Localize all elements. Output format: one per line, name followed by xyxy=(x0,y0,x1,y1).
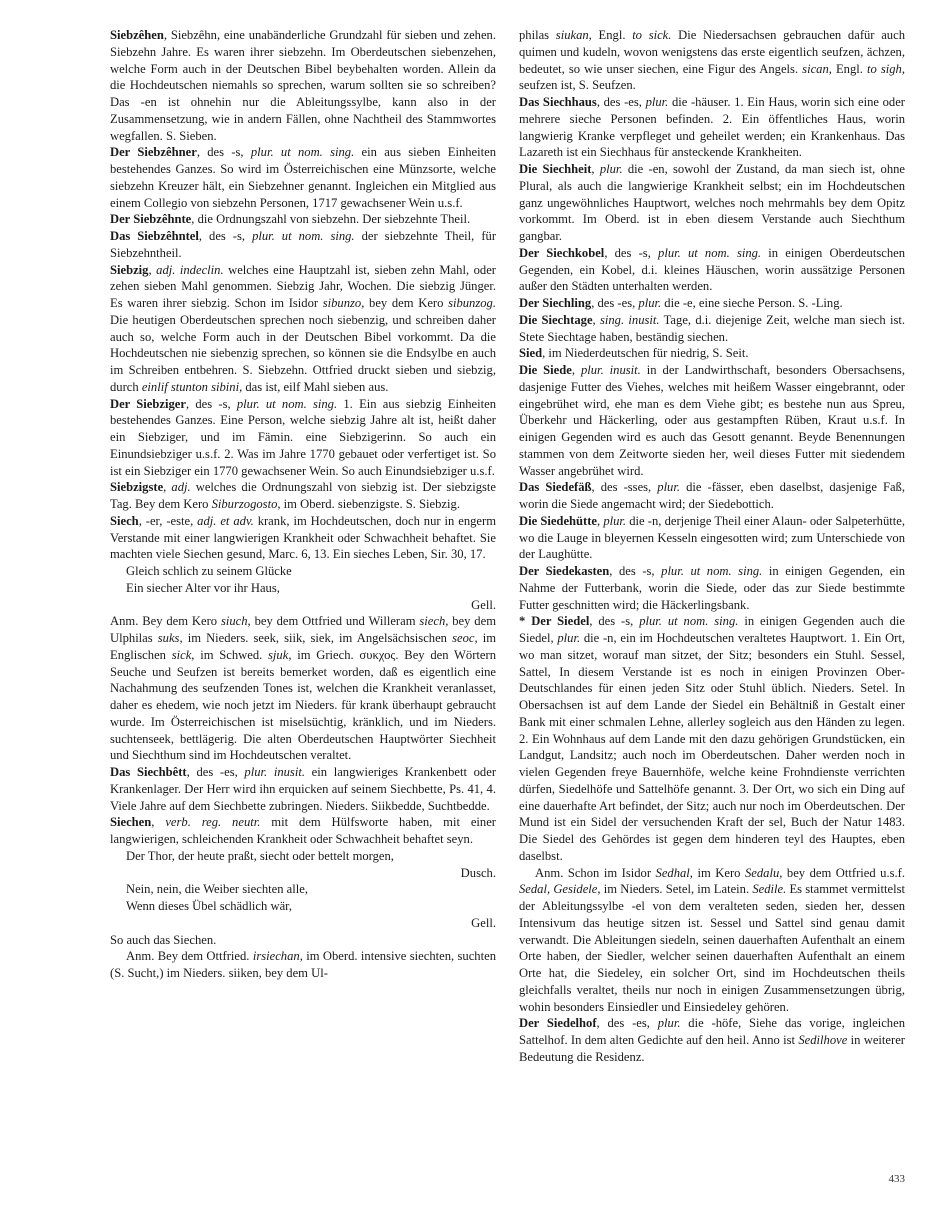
grammar-note: plur. ut nom. sing. xyxy=(658,245,762,260)
headword: Siech xyxy=(110,513,139,528)
entry-text: bey dem Kero xyxy=(364,296,449,310)
headword: Siechen xyxy=(110,815,152,830)
entry-text: Die Niedersachsen gebrauchen dafür auch quimen und kudeln, wovon wenigstens das erste eigentlich seufzen, ächzen, bedeutet, so wie unser siechen, eine Figur des Angels. xyxy=(519,28,905,76)
entry-text: die -höfe, Siehe das vorige, ingleichen Sattelhof. In dem alten Gedichte auf den heil. Anno ist xyxy=(519,1016,905,1047)
cited-form: Sedal, Gesidele, xyxy=(519,882,601,897)
entry-text: im Oberd. siebenzigste. S. Siebzig. xyxy=(280,497,460,511)
entry-text: , des -s, xyxy=(185,396,237,411)
verse-line: Nein, nein, die Weiber siechten alle, xyxy=(126,882,308,897)
cited-form: sibunzog. xyxy=(448,296,496,310)
entry-siebzehner xyxy=(110,144,496,211)
entry-text: in einigen Gegenden, ein Nahme der Futterbank, worin die Siede, oder das zur Siede bestimmte Futter geschnitten wird; die Häckerlingsbank. xyxy=(519,564,906,612)
grammar-note: plur. xyxy=(557,631,581,645)
entry-siedel xyxy=(519,613,905,864)
entry-siechling xyxy=(519,295,905,312)
entry-text: , -er, -este, xyxy=(138,513,198,528)
cited-form: Sedhal, xyxy=(655,865,693,880)
annotation xyxy=(110,948,496,982)
grammar-note: plur. ut nom. sing. xyxy=(639,614,739,629)
annotation-text: im Englischen xyxy=(110,631,496,662)
grammar-note: verb. reg. neutr. xyxy=(165,815,261,830)
headword: Sied xyxy=(519,346,543,361)
grammar-note: plur. inusit. xyxy=(244,765,305,779)
grammar-note: plur. ut nom. sing. xyxy=(252,229,355,243)
headword: Der Siebzêhner xyxy=(110,145,197,160)
page-number: 433 xyxy=(888,1173,905,1185)
entry-text: in einigen Gegenden auch die Siedel, xyxy=(519,614,905,645)
grammar-note: plur. xyxy=(603,513,627,528)
grammar-note: adj. et adv. xyxy=(197,513,254,528)
annotation-text: im Griech. συκχος. Bey den Wörtern Seuche und Seufzen ist bereits bemerket worden, daß es eigentlich eine Nachahmung des seufzenden Tones ist, welchen die Krankheit veranlasset, daher es ehedem, wie noch jetzt im Nieders. für krank überhaupt gebraucht wurde. Im Österreichischen ist miselsüchtig, kränklich, und im Nieders. suchtenseek, bettlägerig. Die alten Oberdeutschen Hauptwörter Siechheit und Siechthum sind im Hochdeutschen veraltet. xyxy=(110,647,496,763)
entry-siechtage xyxy=(519,312,905,346)
entry-siechbett xyxy=(110,764,496,814)
cited-form: suks, xyxy=(157,631,183,645)
annotation-text: bey dem Ottfried u.s.f. xyxy=(782,865,906,880)
annotation xyxy=(519,865,905,1016)
entry-siechhaus xyxy=(519,94,905,161)
cited-form: Sedile. xyxy=(752,882,787,897)
entry-siebzehntel xyxy=(110,228,496,262)
cited-form: einlif stunton sibini, xyxy=(141,379,243,394)
entry-text: die -n, ein im Hochdeutschen veraltetes Hauptwort. 1. Ein Ort, wo man sitzet, worauf man sitzet, der Sitz; besonders ein Stuhl. Sessel, Sattel, In diesem Verstande ist es noch in einigen Provinzen Ober-Deutschlandes für einen jeden Sitz oder Stuhl üblich. Nieders. Setel. In Obersachsen ist auf dem Lande der Siedel ein Behältniß in Gestalt einer Bank mit einer schmalen Lehne, allerley sogleich aus den Händen zu legen. 2. Ein Wohnhaus auf dem Lande mit den dazu gehörigen Grundstücken, ein Landgut, Landsitz; auch noch im Oberdeutschen. Daher werden noch in vielen Gegenden freye Bauernhöfe, welche keine Frohndienste verrichten dürfen, Siedelhöfe und Sattelhöfe genannt. 3. Der Ort, wo sich ein Ding auf eine dauerhafte Art befindet, der Sitz; auch nur noch im Oberdeutschen. Der Mund ist ein Sidel der versuchenden Kraft der sel, Buch der Natur 1483. Die Siedel des Gehördes ist gegen dem hinderen teyl des Hauptes, eben daselbst. xyxy=(519,631,905,863)
annotation-text: im Schwed. xyxy=(194,647,269,662)
entry-sied xyxy=(519,345,905,362)
cited-form: siech, xyxy=(419,614,449,629)
cited-form: to sick. xyxy=(632,28,672,42)
entry-text: , die Ordnungszahl von siebzehn. Der siebzehnte Theil. xyxy=(191,212,471,227)
entry-text: , des -s, xyxy=(196,145,251,160)
verse-line: Ein siecher Alter vor ihr Haus, xyxy=(126,580,280,595)
annotation-text: im Nieders. seek, siik, siek, im Angelsächsischen xyxy=(182,631,453,645)
headword: Siebzigste xyxy=(110,480,164,495)
cited-form: sjuk, xyxy=(268,647,292,662)
entry-text: die -en, sowohl der Zustand, da man siech ist, ohne Plural, als auch die langwierige Krankheit selbst; ein im Hochdeutschen ganz ungewöhnliches Hauptwort, welches noch mehrmahls bey dem Opitz vorkommt. Im Oberd. ist in eben diesem Verstande auch Siechthum gangbar. xyxy=(519,162,905,243)
entry-siebzehnte xyxy=(110,211,496,228)
entry-text: Engl. xyxy=(591,28,633,42)
headword: Der Siebziger xyxy=(110,396,186,411)
grammar-note: plur. ut nom. sing. xyxy=(236,396,338,411)
headword: Das Siechhaus xyxy=(519,95,597,109)
grammar-note: plur. inusit. xyxy=(580,363,641,377)
entry-text: in der Landwirthschaft, besonders Obersachsens, dasjenige Futter des Viehes, welches mit heißem Wasser eingebrannt, oder eingebrühet wird, ehe man es dem Viehe gibt; es bestehe nun aus Spreu, Überkehr und Häckerling, oder aus gestampften Rüben, Kraut u.s.f. In einigen Gegenden wird es auch das Gesott genannt. Beyde Benennungen stammen von dem Zeitworte sieden her, weil dieses Futter mit siedendem Wasser angebrühet wird. xyxy=(519,363,905,478)
entry-text: , des -es, xyxy=(596,1016,658,1031)
entry-text: der siebzehnte Theil, für Siebzehntheil. xyxy=(110,229,497,260)
entry-text: , des -s, xyxy=(589,614,640,629)
annotation-text: Anm. Bey dem Ottfried. xyxy=(126,949,253,964)
entry-text: , xyxy=(163,480,172,495)
headword: Der Siedelhof xyxy=(519,1016,597,1031)
verse-line: Wenn dieses Übel schädlich wär, xyxy=(126,899,292,913)
entry-siedelhof xyxy=(519,1015,905,1065)
right-column xyxy=(519,27,905,1066)
grammar-note: plur. ut nom. sing. xyxy=(250,145,355,160)
entry-text: , des -s, xyxy=(609,564,662,578)
entry-text: , des -es, xyxy=(596,95,646,109)
entry-text: , Siebzêhn, eine unabänderliche Grundzahl für sieben und zehen. Siebzehn Jahre. Es waren ihrer siebzehn. Im Oberdeutschen siebenzehen, welche Form auch in der Deutschen Bibel beybehalten worden. Allein da die Hochdeutschen niemahls so sprechen, warum sollten sie so schreiben? Das -en ist ohnehin nur die Ableitungssylbe, kann also in der Zusammensetzung, wie in andern Fällen, ohne Nachtheil des Stammwortes wegfallen. S. Sieben. xyxy=(110,28,496,143)
entry-text: Tage, d.i. diejenige Zeit, welche man siech ist. Stete Siechtage haben, beständig siechen. xyxy=(519,312,906,344)
headword: Die Siedehütte xyxy=(519,513,598,528)
entry-text: So auch das Siechen. xyxy=(110,932,217,947)
cited-form: siukan, xyxy=(555,28,592,42)
verse-attribution: Gell. xyxy=(471,597,496,612)
entry-text: welches eine Hauptzahl ist, sieben zehn Mahl, oder zehen sieben Mahl genommen. Siebzig Jahr, Wochen. Die siebzig Jünger. Es waren ihrer siebzig. Schon im Isidor xyxy=(110,262,497,310)
entry-siechen xyxy=(110,814,496,848)
grammar-note: plur. xyxy=(599,162,623,176)
cited-form: sican, xyxy=(802,61,832,76)
entry-text: ein langwieriges Krankenbett oder Krankenlager. Der Herr wird ihn erquicken auf seinem Siechbette, Ps. 41, 4. Viele Jahre auf dem Siechbette zubringen. Nieders. Siikbedde, Suchtbedde. xyxy=(110,765,497,813)
entry-siechkobel xyxy=(519,245,905,295)
entry-text: , des -es, xyxy=(186,765,245,779)
grammar-note: plur. xyxy=(645,95,669,109)
entry-text: , des -s, xyxy=(604,245,659,260)
entry-siebzigste xyxy=(110,479,496,513)
entry-text: , im Niederdeutschen für niedrig, S. Seit. xyxy=(542,346,749,361)
grammar-note: plur. xyxy=(657,480,681,495)
headword: Der Siechkobel xyxy=(519,245,605,260)
entry-text: krank, im Hochdeutschen, doch nur in engerm Verstande mit einer langwierigen Krankheit oder Schwachheit behaftet. Sie machten viele Siechen gesund, Marc. 6, 13. Ein sieches Leben, Sir. 30, 17. xyxy=(110,513,496,562)
cited-form: Siburzogosto, xyxy=(211,497,281,511)
grammar-note: adj. indeclin. xyxy=(156,262,224,277)
grammar-note: plur. ut nom. sing. xyxy=(661,564,763,578)
grammar-note: plur. xyxy=(657,1016,681,1031)
annotation-text: Anm. Bey dem Kero xyxy=(110,614,221,629)
verse-attribution: Dusch. xyxy=(460,865,496,880)
cited-form: siuch, xyxy=(220,614,251,629)
annotation xyxy=(110,613,496,764)
entry-text: die -fässer, eben daselbst, dasjenige Faß, worin die Siede angemacht wird; der Siedebottich. xyxy=(519,480,906,511)
entry-text: 1. Ein aus siebzig Einheiten bestehendes Ganzes. Eine Person, welche siebzig Jahre alt ist, heißt daher ein Siebziger, und im Fämin. eine Siebzigerinn. So auch ein Einundsiebziger u.s.f. 2. Was im Jahre 1770 gebauet oder verfertiget ist. So ist ein Siebziger ein 1770 gewachsener Wein. So auch Einundsiebziger u.s.f. xyxy=(110,396,497,478)
headword: Siebzig xyxy=(110,262,149,277)
cited-form: Sedilhove xyxy=(798,1033,848,1047)
headword: Das Siebzêhntel xyxy=(110,229,199,243)
entry-text: , xyxy=(571,363,581,377)
continuation xyxy=(519,27,905,94)
entry-text: die -n, derjenige Theil einer Alaun- oder Salpeterhütte, wo die Lauge in bleyernen Kesseln eingesotten wird; zum Unterschiede von der Laughütte. xyxy=(519,513,905,562)
cited-form: to sigh, xyxy=(866,61,905,76)
entry-siedefass xyxy=(519,479,905,513)
entry-siechheit xyxy=(519,161,905,245)
entry-text: seufzen ist, S. Seufzen. xyxy=(519,78,636,93)
annotation-text: im Nieders. Setel, im Latein. xyxy=(600,882,753,897)
headword: Der Siedekasten xyxy=(519,564,610,578)
verse-line: Der Thor, der heute praßt, siecht oder bettelt morgen, xyxy=(126,848,394,863)
entry-siech xyxy=(110,513,496,563)
entry-text: , des -s, xyxy=(198,229,253,243)
entry-text: , xyxy=(151,815,166,830)
entry-text: philas xyxy=(519,28,556,42)
entry-text: die -e, eine sieche Person. S. -Ling. xyxy=(661,296,843,310)
headword: Siebzêhen xyxy=(110,28,164,42)
entry-text: in weiterer Bedeutung die Residenz. xyxy=(519,1033,905,1064)
grammar-note: adj. xyxy=(171,480,191,495)
headword: Der Siebzêhnte xyxy=(110,212,192,227)
annotation-text: Anm. Schon im Isidor xyxy=(535,865,656,880)
cited-form: seoc, xyxy=(452,631,478,645)
entry-text: , xyxy=(591,162,600,176)
left-column xyxy=(110,27,496,982)
headword: Das Siechbêtt xyxy=(110,765,187,779)
entry-text: , xyxy=(148,262,157,277)
cited-form: Sedalu, xyxy=(744,865,783,880)
annotation-text: im Oberd. intensive siechten, suchten (S. Sucht,) im Nieders. siiken, bey dem Ul- xyxy=(110,949,496,980)
cited-form: irsiechan, xyxy=(252,949,303,964)
cited-form: sick, xyxy=(171,647,195,662)
entry-text: , des -es, xyxy=(591,296,639,310)
headword: Die Siede xyxy=(519,363,572,377)
headword: Die Siechtage xyxy=(519,312,593,327)
entry-siebziger xyxy=(110,396,496,480)
entry-text: das ist, eilf Mahl sieben aus. xyxy=(242,379,389,394)
headword: * Der Siedel xyxy=(519,614,590,629)
entry-text: welches die Ordnungszahl von siebzig ist. Der siebzigste Tag. Bey dem Kero xyxy=(110,480,497,511)
headword: Das Siedefäß xyxy=(519,480,592,495)
entry-text: , des -sses, xyxy=(591,480,658,495)
annotation-text: Es stammet vermittelst der Ableitungssylbe -el von dem veralteten seden, sieden her, dessen Intensivum das heutige sitzen ist. Sessel und Sattel sind genau damit verwandt. Die Ableitungen siedeln, seinen dauerhaften Aufenthalt an einem Orte haben, der Siedler, welcher seinen dauerhaften Aufenthalt an einem Orte hat, die Siedeley, ein solcher Ort, sind im Hochdeutschen theils gleichfalls veraltet, theils nur noch in einigen Zusammensetzungen übrig, wohin besonders Einsiedler und Einsiedeley gehören. xyxy=(519,882,905,1014)
entry-text: mit dem Hülfsworte haben, mit einer langwierigen, schleichenden Krankheit oder Schwachheit behaftet seyn. xyxy=(110,815,496,846)
headword: Die Siechheit xyxy=(519,162,592,176)
entry-siebzehen xyxy=(110,27,496,144)
entry-text: die -häuser. 1. Ein Haus, worin sich eine oder mehrere sieche Personen befinden. 2. Ein öffentliches Haus, worin langwierig Kranke verpfleget und geheilet werden; ein Krankenhaus. Das Lazareth ist ein Siechhaus für ansteckende Krankheiten. xyxy=(519,95,906,160)
entry-siebzig xyxy=(110,262,496,396)
entry-siedehuette xyxy=(519,513,905,563)
entry-siedekasten xyxy=(519,563,905,613)
verse-line: Gleich schlich zu seinem Glücke xyxy=(126,564,292,578)
entry-text: , xyxy=(592,312,600,327)
entry-siede xyxy=(519,362,905,479)
annotation-text: im Kero xyxy=(692,865,745,880)
entry-text: Die heutigen Oberdeutschen sprechen noch siebenzig, und schreiben daher auch so, welche Form auch in der Deutschen Bibel vorkommt. Da die Hochdeutschen nie siebenzig sprechen, so können sie die Endsylbe en auch im Schreiben entbehren. S. Siebzehn. Ottfried druckt sieben und siebzig, durch xyxy=(110,312,496,394)
verse-attribution: Gell. xyxy=(471,915,496,930)
entry-text: Engl. xyxy=(831,61,867,76)
cited-form: sibunzo, xyxy=(322,296,365,310)
headword: Der Siechling xyxy=(519,296,592,310)
entry-text: ein aus sieben Einheiten bestehendes Ganzes. So wird im Österreichischen eine Münzsorte, welche siebzehn Kreuzer hält, ein Siebzehner genannt. Ingleichen ein Mitglied aus einem Collegio von siebzehn Personen, 1717 gewachsener Wein u.s.f. xyxy=(110,145,497,210)
entry-text: , xyxy=(597,513,604,528)
annotation-text: bey dem Ottfried und Willeram xyxy=(250,614,420,629)
grammar-note: sing. inusit. xyxy=(599,312,660,327)
annotation-text: bey dem Ulphilas xyxy=(110,614,496,645)
entry-text: in einigen Oberdeutschen Gegenden, ein Kobel, d.i. kleines Häuschen, worin aussätzige Personen außer den Städten unterhalten werden. xyxy=(519,245,906,294)
grammar-note: plur. xyxy=(638,296,662,310)
